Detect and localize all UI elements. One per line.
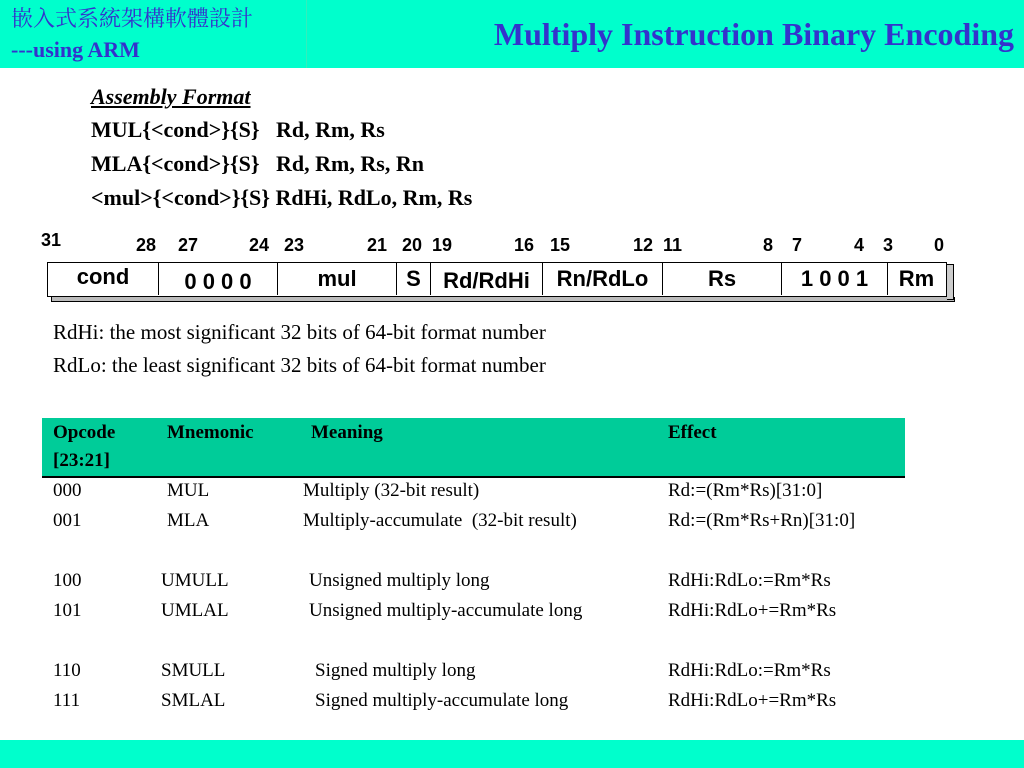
course-panel	[0, 0, 307, 68]
register-shadow-side	[947, 264, 954, 300]
field-rs: Rs	[663, 263, 782, 295]
bit-number: 8	[763, 235, 774, 255]
instruction-encoding	[47, 262, 947, 297]
note-rdhi: RdHi: the most significant 32 bits of 64-bit format number	[53, 320, 546, 344]
header-mnemonic: Mnemonic	[167, 422, 254, 443]
bit-number: 4	[854, 235, 865, 255]
header-band	[0, 0, 1024, 68]
footer-band	[0, 740, 1024, 768]
bit-number: 27	[178, 235, 199, 255]
cell-meaning: Multiply-accumulate (32-bit result)	[303, 510, 577, 531]
bit-number: 21	[367, 235, 388, 255]
course-subtitle: ---using ARM	[11, 37, 140, 62]
cell-effect: RdHi:RdLo+=Rm*Rs	[668, 690, 837, 711]
cell-meaning: Signed multiply long	[315, 660, 476, 681]
cell-mnemonic: UMULL	[161, 570, 229, 591]
header-opcode: Opcode	[53, 422, 116, 443]
cell-effect: RdHi:RdLo:=Rm*Rs	[668, 570, 831, 591]
field-mul: mul	[278, 263, 397, 295]
table-header	[42, 418, 905, 478]
cell-meaning: Unsigned multiply long	[309, 570, 490, 591]
field-rd-rdhi: Rd/RdHi	[431, 263, 543, 295]
cell-opcode: 110	[53, 660, 81, 681]
cell-mnemonic: MUL	[167, 480, 210, 501]
field-zeros: 0 0 0 0	[159, 263, 278, 295]
bit-number: 3	[883, 235, 894, 255]
cell-mnemonic: SMLAL	[161, 690, 226, 711]
cell-opcode: 100	[53, 570, 82, 591]
note-rdlo: RdLo: the least significant 32 bits of 64-bit format number	[53, 353, 546, 377]
cell-mnemonic: MLA	[167, 510, 210, 531]
field-s: S	[397, 263, 431, 295]
cell-opcode: 101	[53, 600, 82, 621]
field-rn-rdlo: Rn/RdLo	[543, 263, 663, 295]
bit-number: 31	[41, 230, 62, 250]
cell-effect: RdHi:RdLo:=Rm*Rs	[668, 660, 831, 681]
assembly-line: <mul>{<cond>}{S} RdHi, RdLo, Rm, Rs	[91, 185, 473, 210]
cell-mnemonic: SMULL	[161, 660, 226, 681]
cell-effect: Rd:=(Rm*Rs+Rn)[31:0]	[668, 510, 856, 531]
assembly-line: MUL{<cond>}{S} Rd, Rm, Rs	[91, 117, 385, 142]
bit-number: 0	[934, 235, 945, 255]
field-1001: 1 0 0 1	[782, 263, 888, 295]
bit-number: 11	[663, 235, 683, 255]
header-meaning: Meaning	[311, 422, 383, 443]
header-effect: Effect	[668, 422, 717, 443]
cell-meaning: Signed multiply-accumulate long	[315, 690, 569, 711]
bit-number: 24	[249, 235, 270, 255]
cell-opcode: 001	[53, 510, 82, 531]
field-cond: cond	[48, 263, 159, 295]
assembly-heading: Assembly Format	[91, 84, 251, 109]
slide-title: Multiply Instruction Binary Encoding	[493, 16, 1014, 52]
bit-number: 12	[633, 235, 654, 255]
bit-number: 7	[792, 235, 803, 255]
field-rm: Rm	[898, 266, 935, 291]
register-shadow	[51, 297, 955, 302]
bit-number: 15	[550, 235, 571, 255]
cell-meaning: Multiply (32-bit result)	[303, 480, 480, 501]
cell-opcode: 111	[53, 690, 81, 711]
course-title: 嵌入式系統架構軟體設計	[11, 7, 254, 32]
bit-number: 19	[432, 235, 453, 255]
bit-number: 23	[284, 235, 305, 255]
cell-mnemonic: UMLAL	[161, 600, 229, 621]
bit-number: 28	[136, 235, 157, 255]
cell-opcode: 000	[53, 480, 82, 501]
cell-effect: RdHi:RdLo+=Rm*Rs	[668, 600, 837, 621]
cell-meaning: Unsigned multiply-accumulate long	[309, 600, 583, 621]
bit-number: 20	[402, 235, 423, 255]
header-opcode-bits: [23:21]	[53, 450, 110, 471]
cell-effect: Rd:=(Rm*Rs)[31:0]	[668, 480, 823, 501]
assembly-line: MLA{<cond>}{S} Rd, Rm, Rs, Rn	[91, 151, 424, 176]
bit-number: 16	[514, 235, 535, 255]
